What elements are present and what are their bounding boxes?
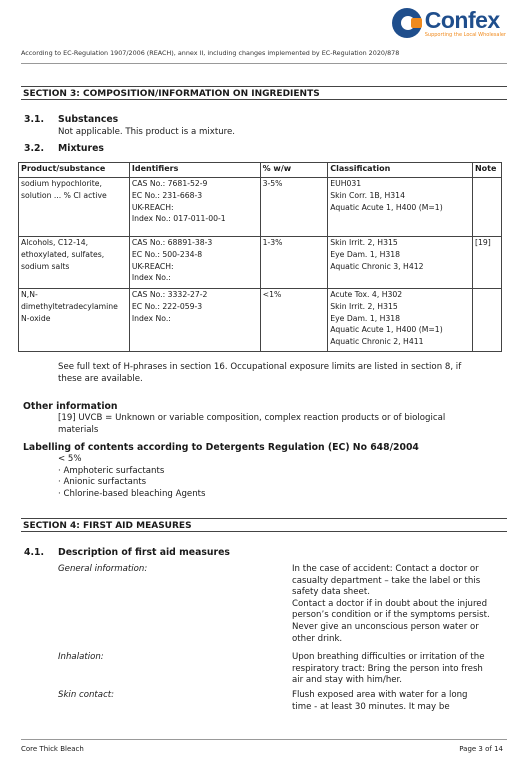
confex-logo-icon (392, 8, 422, 38)
section-3-title: SECTION 3: COMPOSITION/INFORMATION ON INGREDIENTS (21, 86, 507, 100)
footer-divider (21, 739, 507, 740)
cell-identifiers: CAS No.: 7681-52-9 EC No.: 231-668-3 UK-REACH: Index No.: 017-011-00-1 (129, 178, 260, 237)
cell-percent: 1-3% (260, 237, 328, 289)
mixtures-table (18, 162, 502, 352)
first-aid-description-heading: 4.1. Description of first aid measures (24, 547, 230, 558)
inhalation-text: Upon breathing difficulties or irritation of the respiratory tract: Bring the person into fresh air and stay with him/her. (292, 652, 485, 686)
logo-name: Confex (424, 6, 500, 33)
other-information-heading: Other information (23, 401, 118, 412)
list-item: · Amphoteric surfactants (58, 465, 165, 476)
list-item: · Anionic surfactants (58, 477, 147, 487)
col-header-product: Product/substance (19, 163, 130, 178)
col-header-classification: Classification (328, 163, 473, 178)
skin-contact-label: Skin contact: (58, 690, 115, 700)
regulation-text: According to EC-Regulation 1907/2006 (REACH), annex II, including changes implemented by EC-Regulation 2020/878 (21, 49, 400, 57)
cell-percent: <1% (260, 289, 328, 352)
cell-product: N,N- dimethyltetradecylamine N-oxide (19, 289, 130, 352)
cell-percent: 3-5% (260, 178, 328, 237)
table-row (19, 178, 502, 237)
cell-classification: Acute Tox. 4, H302 Skin Irrit. 2, H315 Eye Dam. 1, H318 Aquatic Acute 1, H400 (M=1) Aquatic Chronic 2, H411 (328, 289, 473, 352)
h-phrases-note: See full text of H-phrases in section 16. Occupational exposure limits are listed in section 8, if these are available. (58, 362, 462, 384)
list-item: < 5% (58, 454, 82, 464)
cell-identifiers: CAS No.: 3332-27-2 EC No.: 222-059-3 Index No.: (129, 289, 260, 352)
footer-product-name: Core Thick Bleach (21, 745, 84, 753)
cell-identifiers: CAS No.: 68891-38-3 EC No.: 500-234-8 UK-REACH: Index No.: (129, 237, 260, 289)
col-header-note: Note (472, 163, 501, 178)
skin-contact-text: Flush exposed area with water for a long time - at least 30 minutes. It may be (292, 690, 468, 712)
footer-page-number: Page 3 of 14 (459, 745, 503, 753)
col-header-percent: % w/w (260, 163, 328, 178)
mixtures-heading: 3.2. Mixtures (24, 143, 104, 154)
labelling-heading: Labelling of contents according to Detergents Regulation (EC) No 648/2004 (23, 442, 419, 453)
other-information-text: [19] UVCB = Unknown or variable composition, complex reaction products or of biological materials (58, 413, 446, 435)
inhalation-label: Inhalation: (58, 652, 104, 662)
confex-logo (392, 8, 506, 38)
cell-note: [19] (472, 237, 501, 289)
general-information-label: General information: (58, 564, 148, 574)
labelling-list (58, 454, 206, 500)
cell-product: Alcohols, C12-14, ethoxylated, sulfates, sodium salts (19, 237, 130, 289)
logo-tagline: Supporting the Local Wholesaler (424, 31, 506, 38)
col-header-identifiers: Identifiers (129, 163, 260, 178)
table-row (19, 237, 502, 289)
cell-note (472, 178, 501, 237)
divider (21, 63, 507, 64)
substances-text: Not applicable. This product is a mixture. (58, 127, 236, 137)
list-item: · Chlorine-based bleaching Agents (58, 488, 206, 499)
substances-heading: 3.1. Substances (24, 114, 119, 125)
cell-note (472, 289, 501, 352)
section-4-title: SECTION 4: FIRST AID MEASURES (21, 518, 507, 532)
table-header-row (19, 163, 502, 178)
cell-classification: EUH031 Skin Corr. 1B, H314 Aquatic Acute 1, H400 (M=1) (328, 178, 473, 237)
cell-classification: Skin Irrit. 2, H315 Eye Dam. 1, H318 Aquatic Chronic 3, H412 (328, 237, 473, 289)
table-row (19, 289, 502, 352)
cell-product: sodium hypochlorite, solution ... % Cl active (19, 178, 130, 237)
general-information-text: In the case of accident: Contact a doctor or casualty department – take the label or this safety data sheet. Contact a doctor if in doubt about the injured person’s condition or if the symptoms persist. Never give an unconscious person water or other drink. (292, 564, 490, 644)
